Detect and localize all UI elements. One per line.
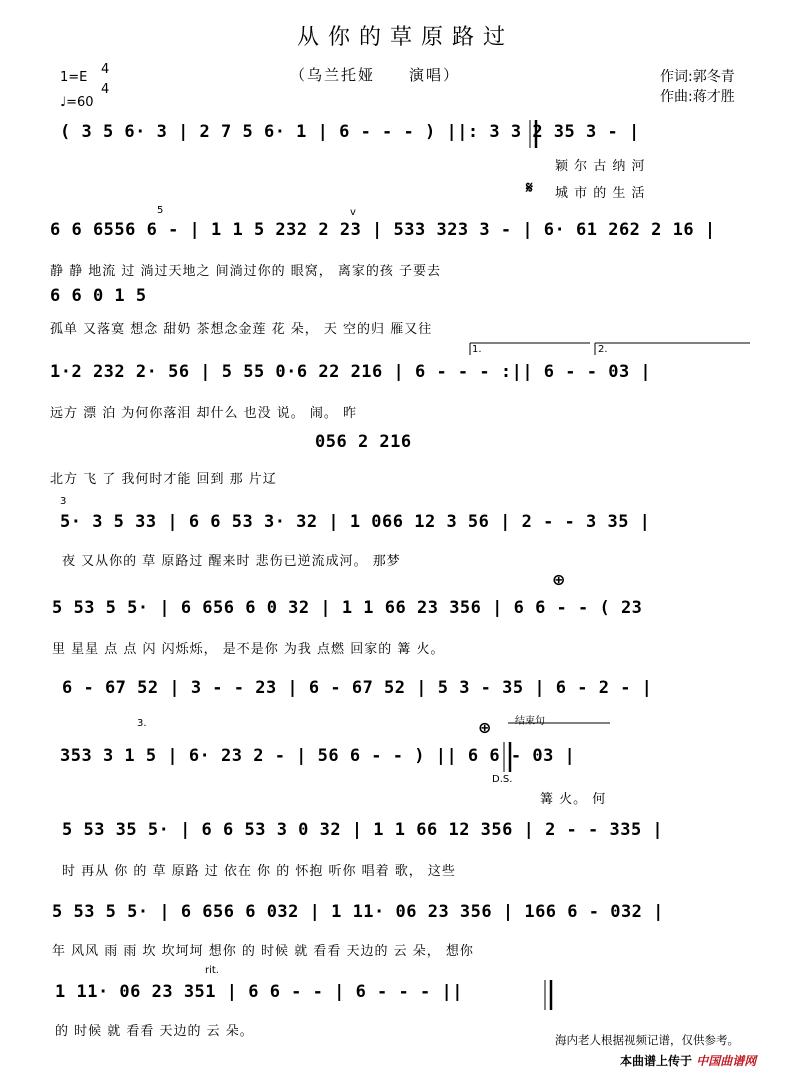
- key-signature: 1=E: [60, 70, 88, 85]
- notation-row-11: 5 53 5 5· | 6 656 6 032 | 1 11· 06 23 356 | 166 6 - 032 |: [52, 902, 664, 922]
- notation-row-1: ( 3 5 6· 3 | 2 7 5 6· 1 | 6 - - - ) ||: 3 3 2 35 3 - |: [60, 122, 640, 142]
- lyric-row-10: 时 再从 你 的 草 原路 过 依在 你 的 怀抱 听你 唱着 歌， 这些: [62, 864, 456, 879]
- notation-row-5: 056 2 216: [315, 432, 412, 452]
- segno-icon: 𝄋: [526, 178, 533, 197]
- notation-row-9: 353 3 1 5 | 6· 23 2 - | 56 6 - - ) || 6 6 - 03 |: [60, 746, 576, 766]
- upload-text: 本曲谱上传于: [620, 1054, 693, 1068]
- notation-row-10: 5 53 35 5· | 6 6 53 3 0 32 | 1 1 66 12 356 | 2 - - 335 |: [62, 820, 664, 840]
- lyric-row-2: 静 静 地流 过 淌过天地之 间淌过你的 眼窝， 离家的孩 子要去: [50, 264, 442, 279]
- notation-row-12: 1 11· 06 23 351 | 6 6 - - | 6 - - - ||: [55, 982, 463, 1002]
- lyric-row-4: 远方 漂 泊 为何你落泪 却什么 也没 说。 闹。 昨: [50, 406, 358, 421]
- lyricist-credit: 作词:郭冬青: [660, 69, 735, 85]
- lyric-row-1b: 城 市 的 生 活: [555, 186, 646, 201]
- ds-label: D.S.: [492, 774, 513, 785]
- notation-row-6: 5· 3 5 33 | 6 6 53 3· 32 | 1 066 12 3 56 | 2 - - 3 35 |: [60, 512, 651, 532]
- lyric-row-5: 北方 飞 了 我何时才能 回到 那 片辽: [50, 472, 277, 487]
- grace-note: 3: [60, 496, 67, 507]
- upload-note: [620, 1052, 756, 1069]
- time-signature-bottom: 4: [101, 82, 110, 97]
- lyric-row-3: 孤单 又落寞 想念 甜奶 茶想念金莲 花 朵， 天 空的归 雁又往: [50, 322, 433, 337]
- breath-mark: v: [350, 207, 356, 218]
- page-title: 从你的草原路过: [296, 25, 514, 50]
- lyric-row-7: 里 星星 点 点 闪 闪烁烁， 是不是你 为我 点燃 回家的 篝 火。: [52, 642, 445, 657]
- time-signature-top: 4: [101, 62, 110, 77]
- lyric-row-1a: 颖 尔 古 纳 河: [555, 159, 646, 174]
- notation-row-7: 5 53 5 5· | 6 656 6 0 32 | 1 1 66 23 356 | 6 6 - - ( 23: [52, 598, 643, 618]
- notation-row-4: 1·2 232 2· 56 | 5 55 0·6 22 216 | 6 - - - :|| 6 - - 03 |: [50, 362, 652, 382]
- coda-icon: ⊕: [478, 718, 492, 737]
- volta-1-label: 1.: [472, 344, 482, 355]
- lyric-row-9: 篝 火。 何: [540, 792, 607, 807]
- lyric-row-12: 的 时候 就 看看 天边的 云 朵。: [55, 1024, 254, 1039]
- lyric-row-11: 年 风风 雨 雨 坎 坎坷坷 想你 的 时候 就 看看 天边的 云 朵， 想你: [52, 944, 474, 959]
- site-logo[interactable]: 中国曲谱网: [696, 1054, 757, 1068]
- lyric-row-6: 夜 又从你的 草 原路过 醒来时 悲伤已逆流成河。 那梦: [62, 554, 401, 569]
- notation-row-8: 6 - 67 52 | 3 - - 23 | 6 - 67 52 | 5 3 - 35 | 6 - 2 - |: [62, 678, 653, 698]
- volta-2-label: 2.: [598, 344, 608, 355]
- tempo-marking: ♩=60: [60, 95, 94, 110]
- composer-credit: 作曲:蒋才胜: [660, 89, 735, 105]
- volta-3-label: 3.: [137, 718, 147, 729]
- notation-row-2: 6 6 6556 6 - | 1 1 5 232 2 23 | 533 323 3 - | 6· 61 262 2 16 |: [50, 220, 716, 240]
- performer-subtitle: （乌兰托娅 演唱）: [290, 66, 461, 84]
- transcription-note: 海内老人根据视频记谱，仅供参考。: [555, 1033, 739, 1047]
- coda-icon: ⊕: [552, 570, 566, 589]
- ritardando-label: rit.: [205, 965, 219, 976]
- grace-note: 5: [157, 205, 164, 216]
- notation-row-3: 6 6 0 1 5: [50, 286, 147, 306]
- ending-label: 结束句: [515, 716, 545, 727]
